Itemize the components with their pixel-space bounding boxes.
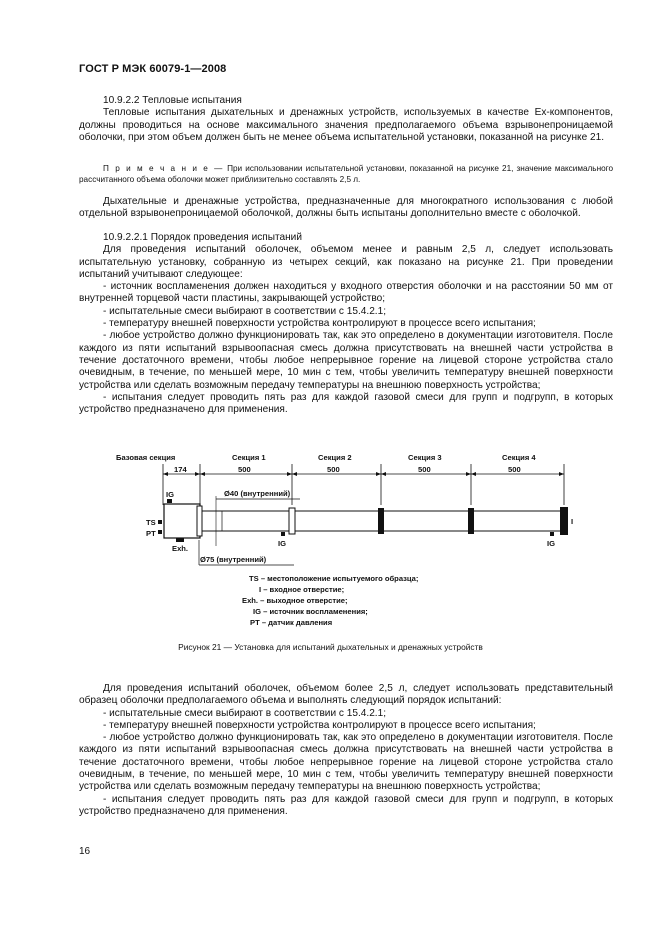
dim-500-3: 500 [418,465,431,474]
label-inlet: I [571,517,574,526]
flange-1 [289,508,295,534]
label-ig-2: IG [547,539,556,548]
section-heading: 10.9.2.2 Тепловые испытания [103,95,242,106]
note-text: При использовании испытательной установки, показанной на рисунке 21, значение максимального рассчитанного объема оболочки может приблизительно составлять 2,5 л. [79,164,613,184]
label-ts: TS [146,518,156,527]
list-item: - испытательные смеси выбирают в соответствии с 15.4.2.1; [103,305,387,317]
paragraph: Тепловые испытания дыхательных и дренажных устройств, используемых в качестве Ex-компонентов, должны проводиться на основе максимального значения предполагаемого объема взрывонепроницаемой оболочки, при этом объем должен быть не менее объема испытательной установки, показанной на рисунке 21. [79,107,613,143]
list-item: - источник воспламенения должен находиться у входного отверстия оболочки и на расстоянии 50 мм от внутренней торцевой части пластины, закрывающей устройство; [79,281,613,305]
list-item: - испытательные смеси выбирают в соответствии с 15.4.2.1; [103,707,387,719]
legend-ig: IG – источник воспламенения; [253,607,368,616]
paragraph: Дыхательные и дренажные устройства, предназначенные для многократного использования с любой отдельной взрывонепроницаемой оболочкой, должны быть испытаны дополнительно вместе с оболочкой. [79,196,613,220]
document-header: ГОСТ Р МЭК 60079-1—2008 [79,63,227,75]
dim-500-2: 500 [327,465,340,474]
label-exh: Exh. [172,544,189,553]
list-item: - любое устройство должно функционировать так, как это определено в документации изготовителя. После каждого из пяти испытаний взрывоопасная смесь должна присутствовать на внешней части устройства в течение достаточного времени, чтобы любое непрерывное горение на лицевой стороне устройства стало очевидным, в течение, по меньшей мере, 10 мин с тем, чтобы увеличить температуру внешней поверхности устройства или сделать возможным передачу температуры на внешнюю поверхность устройства; [79,330,613,391]
flange-base [197,506,202,536]
legend-ts: TS – местоположение испытуемого образца; [249,574,419,583]
outer-diameter-label: Ø75 (внутренний) [200,555,267,564]
paragraph: Для проведения испытаний оболочек, объемом более 2,5 л, следует использовать представительный образец оболочки предполагаемого объема и выполнять следующий порядок испытаний: [79,683,613,707]
label-base-section: Базовая секция [116,453,176,462]
list-item: - температуру внешней поверхности устройства контролируют в процессе всего испытания; [103,318,536,330]
label-section-1: Секция 1 [232,453,266,462]
section-heading: 10.9.2.2.1 Порядок проведения испытаний [103,232,302,243]
legend-i: I – входное отверстие; [259,585,345,594]
label-section-4: Секция 4 [502,453,536,462]
flange-2 [378,508,384,534]
label-ig-1: IG [278,539,287,548]
page-number: 16 [79,846,91,857]
label-section-3: Секция 3 [408,453,442,462]
label-pt: PT [146,529,156,538]
list-item: - испытания следует проводить пять раз для каждой газовой смеси для групп и подгрупп, в которых устройство предназначено для применения. [79,391,613,416]
paragraph: Для проведения испытаний оболочек, объемом менее и равным 2,5 л, следует использовать испытательную установку, собранную из четырех секций, как показано на рисунке 21. При проведении испытаний учитывают следующее: [79,244,613,280]
figure-caption: Рисунок 21 — Установка для испытаний дыхательных и дренажных устройств [178,642,483,652]
list-item: - температуру внешней поверхности устройства контролируют в процессе всего испытания; [103,719,536,731]
dim-500-4: 500 [508,465,521,474]
note-prefix: П р и м е ч а н и е — [103,164,224,173]
legend-pt: PT – датчик давления [250,618,333,627]
label-section-2: Секция 2 [318,453,352,462]
label-ig-top: IG [166,490,175,499]
inner-diameter-label: Ø40 (внутренний) [224,489,291,498]
flange-end [560,507,568,535]
dim-174: 174 [174,465,187,474]
list-item: - любое устройство должно функционировать так, как это определено в документации изготовителя. После каждого из пяти испытаний взрывоопасная смесь должна присутствовать на внешней части устройства в течение достаточного времени, чтобы любое непрерывное горение на лицевой стороне устройства стало очевидным, в течение, по меньшей мере, 10 мин с тем, чтобы увеличить температуру внешней поверхности устройства или сделать возможным передачу температуры на внешнюю поверхность устройства; [79,732,613,793]
base-section-body [164,504,200,538]
dim-500-1: 500 [238,465,251,474]
list-item: - испытания следует проводить пять раз для каждой газовой смеси для групп и подгрупп, в которых устройство предназначено для применения. [79,793,613,817]
flange-3 [468,508,474,534]
section-large-enclosures [79,683,613,818]
legend-exh: Exh. – выходное отверстие; [242,596,348,605]
